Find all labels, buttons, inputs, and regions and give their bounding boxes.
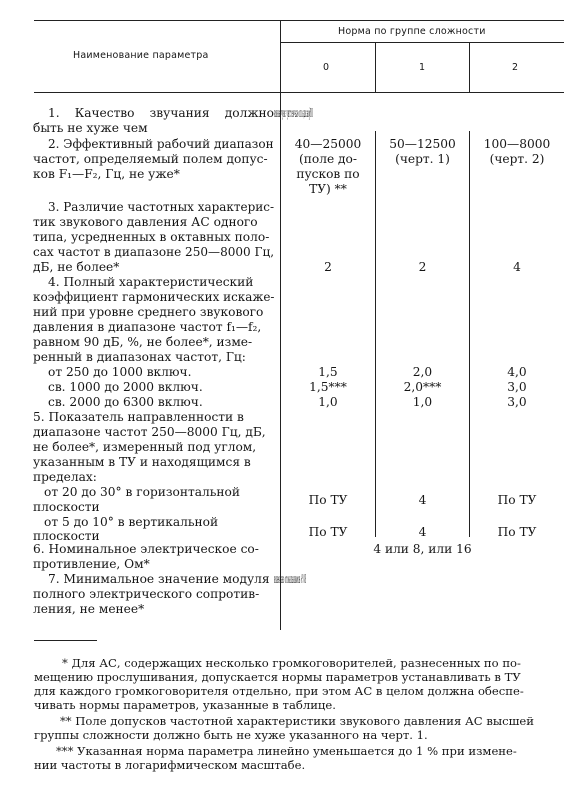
column-divider-group1-body xyxy=(375,131,376,537)
row3-line5: дБ, не более* xyxy=(33,260,120,274)
row4-line4: давления в диапазоне частот f₁—f₂, xyxy=(33,320,262,334)
row5-line1: 5. Показатель направленности в xyxy=(33,410,244,424)
row7-line2: полного электрического сопротив- xyxy=(33,587,260,601)
column-divider-group1 xyxy=(375,42,376,92)
row4-line5: равном 90 дБ, %, не более*, изме- xyxy=(33,335,253,349)
row5-sub1-line2: плоскости xyxy=(33,500,100,514)
row1-line2: быть не хуже чем xyxy=(33,121,148,135)
row2-g0-line4: ТУ) ** xyxy=(309,182,347,196)
row2-g2-line1: 100—8000 xyxy=(483,137,551,151)
group-header-rule xyxy=(280,42,564,43)
row4-sub1-g0: 1,5 xyxy=(318,365,338,379)
row4-sub2-g2: 3,0 xyxy=(507,380,527,394)
footnote3-line2: нии частоты в логарифмическом масштабе. xyxy=(34,758,306,772)
row2-g0-line1: 40—25000 xyxy=(294,137,362,151)
column-divider-group2 xyxy=(469,42,470,92)
row5-sub2-g0: По ТУ xyxy=(308,525,348,539)
footnote-separator xyxy=(34,640,97,641)
row2-g2-line2: (черт. 2) xyxy=(489,152,545,166)
row5-line2: диапазоне частот 250—8000 Гц, дБ, xyxy=(33,425,266,439)
footnote1-line4: чивать нормы параметров, указанные в таблице. xyxy=(34,698,336,712)
row5-sub1-g1: 4 xyxy=(418,493,427,507)
row3-g2: 4 xyxy=(513,260,521,274)
row3-g1: 2 xyxy=(418,260,427,274)
row2-line2: частот, определяемый полем допус- xyxy=(33,152,268,166)
row4-line1: 4. Полный характеристический xyxy=(48,275,254,289)
header-norm-group: Норма по группе сложности xyxy=(338,26,486,37)
row5-sub2-line1: от 5 до 10° в вертикальной xyxy=(44,515,219,529)
row3-line3: типа, усредненных в октавных поло- xyxy=(33,230,270,244)
row1-line1: 1. Качество звучания должно xyxy=(48,106,274,120)
row5-sub2-g2: По ТУ xyxy=(497,525,537,539)
row4-sub2-g1: 2,0*** xyxy=(403,380,442,394)
row2-line1: 2. Эффективный рабочий диапазон xyxy=(48,137,274,151)
row4-line6: ренный в диапазонах частот, Гц: xyxy=(33,350,246,364)
table-top-rule xyxy=(34,20,564,21)
row1-span-value: Образца по качеству звучания xyxy=(274,106,313,120)
row5-line5: пределах: xyxy=(33,470,97,484)
row4-sub3-g2: 3,0 xyxy=(507,395,527,409)
row4-sub3-label: св. 2000 до 6300 включ. xyxy=(48,395,203,409)
footnote3-line1: *** Указанная норма параметра линейно уменьшается до 1 % при измене- xyxy=(56,744,517,758)
row2-g1-line1: 50—12500 xyxy=(389,137,456,151)
row3-line2: тик звукового давления АС одного xyxy=(33,215,258,229)
row4-sub2-g0: 1,5*** xyxy=(309,380,347,394)
row5-sub1-g0: По ТУ xyxy=(308,493,348,507)
row4-sub1-g2: 4,0 xyxy=(507,365,527,379)
footnote1-line1: * Для АС, содержащих несколько громкоговорителей, разнесенных по по- xyxy=(62,656,521,670)
row7-span-value: 80 % номинального значения xyxy=(273,572,306,586)
row4-line2: коэффициент гармонических искаже- xyxy=(33,290,275,304)
row7-line1: 7. Минимальное значение модуля xyxy=(48,572,270,586)
row4-sub3-g0: 1,0 xyxy=(318,395,338,409)
row5-sub2-line2: плоскости xyxy=(33,529,100,543)
footnote1-line2: мещению прослушивания, допускается нормы параметров устанавливать в ТУ xyxy=(34,670,521,684)
header-group-1: 1 xyxy=(419,62,426,73)
row2-line3: ков F₁—F₂, Гц, не уже* xyxy=(33,167,180,181)
header-group-0: 0 xyxy=(323,62,330,73)
row6-span-value: 4 или 8, или 16 xyxy=(373,542,472,556)
row4-sub2-label: св. 1000 до 2000 включ. xyxy=(48,380,203,394)
row5-line3: не более*, измеренный под углом, xyxy=(33,440,257,454)
row6-line1: 6. Номинальное электрическое со- xyxy=(33,542,259,556)
row3-line4: сах частот в диапазоне 250—8000 Гц, xyxy=(33,245,275,259)
row2-g0-line2: (поле до- xyxy=(298,152,357,166)
row2-g0-line3: пусков по xyxy=(296,167,360,181)
footnote1-line3: для каждого громкоговорителя отдельно, при этом АС в целом должна обеспе- xyxy=(34,684,524,698)
row3-line1: 3. Различие частотных характерис- xyxy=(48,200,275,214)
row5-sub1-line1: от 20 до 30° в горизонтальной xyxy=(44,485,240,499)
header-group-2: 2 xyxy=(512,62,519,73)
column-divider-group2-body xyxy=(469,131,470,537)
footnote2-line2: группы сложности должно быть не хуже указанного на черт. 1. xyxy=(34,728,428,742)
header-param-name: Наименование параметра xyxy=(73,50,209,61)
row5-sub1-g2: По ТУ xyxy=(497,493,537,507)
footnote2-line1: ** Поле допусков частотной характеристики звукового давления АС высшей xyxy=(60,714,534,728)
row4-sub1-label: от 250 до 1000 включ. xyxy=(48,365,192,379)
row6-line2: противление, Ом* xyxy=(33,557,150,571)
row5-line4: указанным в ТУ и находящимся в xyxy=(33,455,251,469)
row4-sub3-g1: 1,0 xyxy=(412,395,433,409)
row5-sub2-g1: 4 xyxy=(418,525,427,539)
row4-sub1-g1: 2,0 xyxy=(412,365,433,379)
header-bottom-rule xyxy=(34,92,564,93)
row4-line3: ний при уровне среднего звукового xyxy=(33,305,264,319)
row2-g1-line2: (черт. 1) xyxy=(395,152,450,166)
row3-g0: 2 xyxy=(324,260,332,274)
row7-line3: ления, не менее* xyxy=(33,602,145,616)
